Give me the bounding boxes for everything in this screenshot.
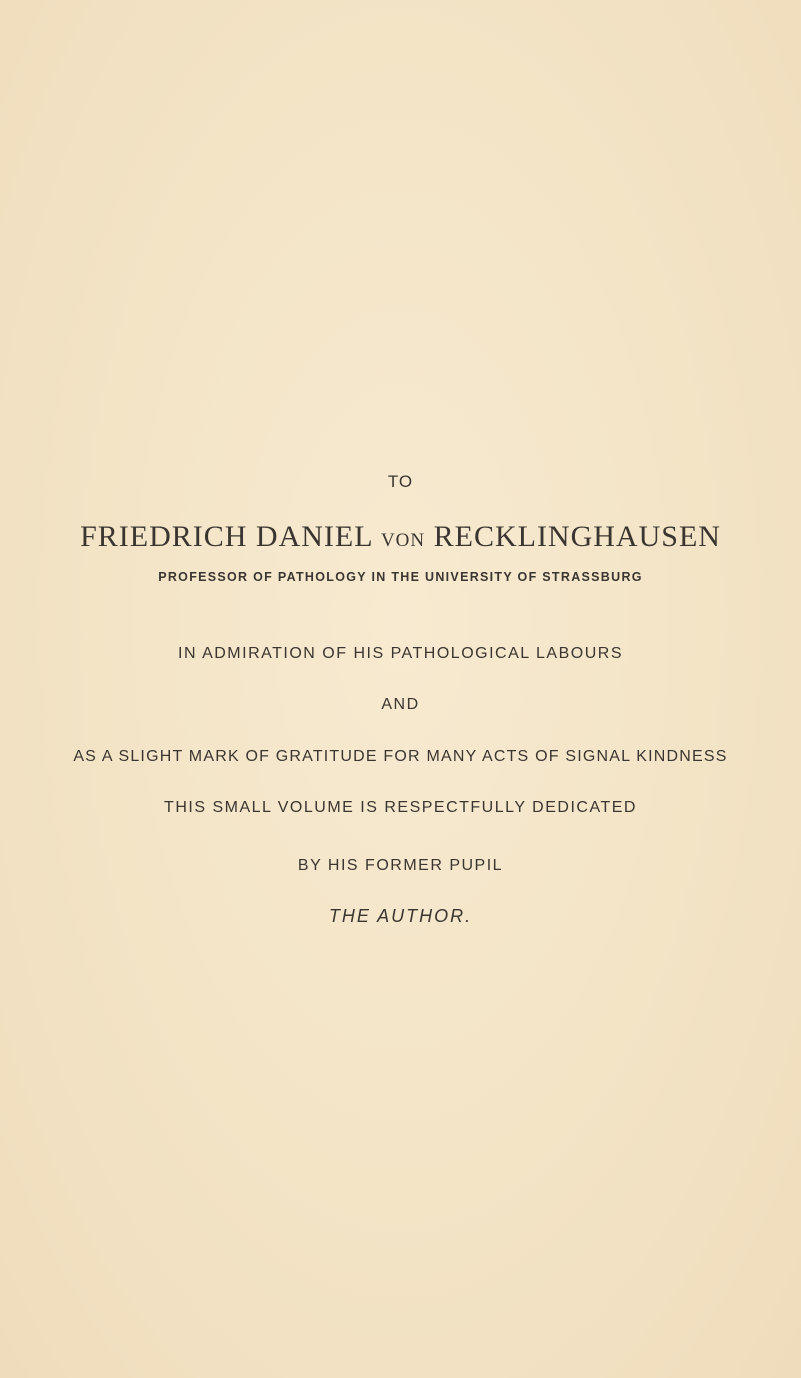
dedicatee-first-names: FRIEDRICH DANIEL [80,520,373,553]
dedication-gratitude: AS A SLIGHT MARK OF GRATITUDE FOR MANY ACTS OF SIGNAL KINDNESS [73,748,728,765]
dedication-to: TO [387,472,414,491]
dedication-admiration: IN ADMIRATION OF HIS PATHOLOGICAL LABOURS [178,645,623,662]
dedicatee-particle: VON [380,530,426,551]
dedication-by: BY HIS FORMER PUPIL [297,857,504,874]
dedication-author: THE AUTHOR. [328,906,473,926]
dedication-conjunction: AND [381,696,420,713]
dedicatee-name [0,520,801,554]
dedicatee-title: PROFESSOR OF PATHOLOGY IN THE UNIVERSITY OF STRASSBURG [158,570,643,584]
dedication-statement: THIS SMALL VOLUME IS RESPECTFULLY DEDICATED [164,799,637,816]
dedicatee-surname: RECKLINGHAUSEN [433,520,721,553]
